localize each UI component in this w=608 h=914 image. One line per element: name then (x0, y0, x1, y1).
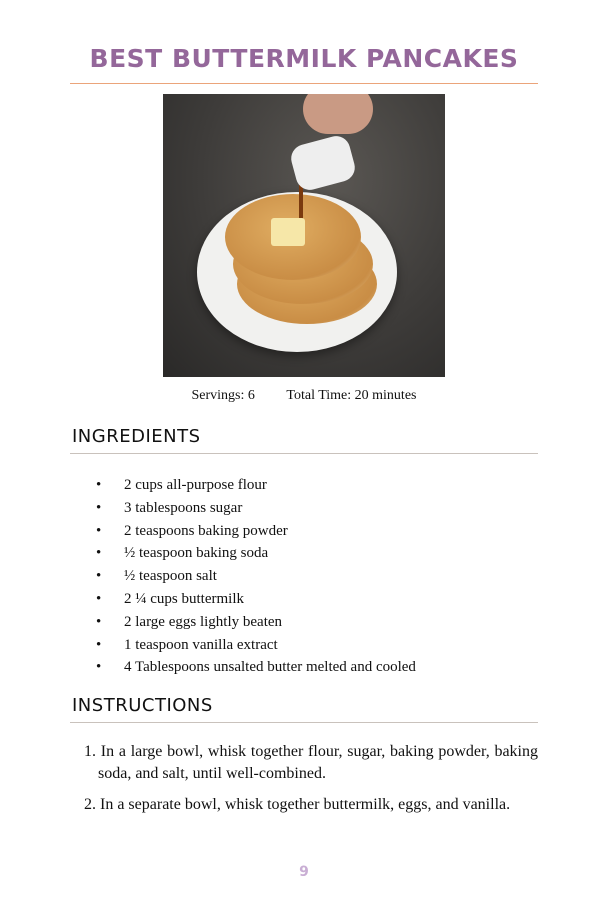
recipe-meta (0, 388, 608, 404)
title-divider (70, 83, 538, 84)
list-item: • ½ teaspoon salt (96, 565, 416, 588)
list-item: • 3 tablespoons sugar (96, 497, 416, 520)
list-item: • 2 ¼ cups buttermilk (96, 588, 416, 611)
list-item: • 2 teaspoons baking powder (96, 520, 416, 543)
list-item: • ½ teaspoon baking soda (96, 542, 416, 565)
list-item: • 2 cups all-purpose flour (96, 474, 416, 497)
page-number: 9 (299, 864, 309, 880)
ingredients-heading: INGREDIENTS (72, 426, 201, 447)
instructions-list (72, 741, 538, 825)
ingredients-list (96, 474, 416, 679)
list-item: • 2 large eggs lightly beaten (96, 611, 416, 634)
syrup-jug (288, 133, 358, 193)
list-item: • 1 teaspoon vanilla extract (96, 634, 416, 657)
list-item: • 4 Tablespoons unsalted butter melted and cooled (96, 656, 416, 679)
instruction-step: 1. In a large bowl, whisk together flour, sugar, baking powder, baking soda, and salt, until well-combined. (84, 743, 538, 782)
instruction-step: 2. In a separate bowl, whisk together buttermilk, eggs, and vanilla. (84, 796, 511, 813)
butter (271, 218, 305, 246)
pancake-photo (163, 94, 445, 377)
servings: Servings: 6 (191, 388, 255, 403)
instructions-divider (70, 722, 538, 723)
hand (303, 94, 373, 134)
ingredients-divider (70, 453, 538, 454)
total-time: Total Time: 20 minutes (286, 388, 417, 403)
page-title: BEST BUTTERMILK PANCAKES (89, 44, 519, 73)
instructions-heading: INSTRUCTIONS (72, 695, 213, 716)
